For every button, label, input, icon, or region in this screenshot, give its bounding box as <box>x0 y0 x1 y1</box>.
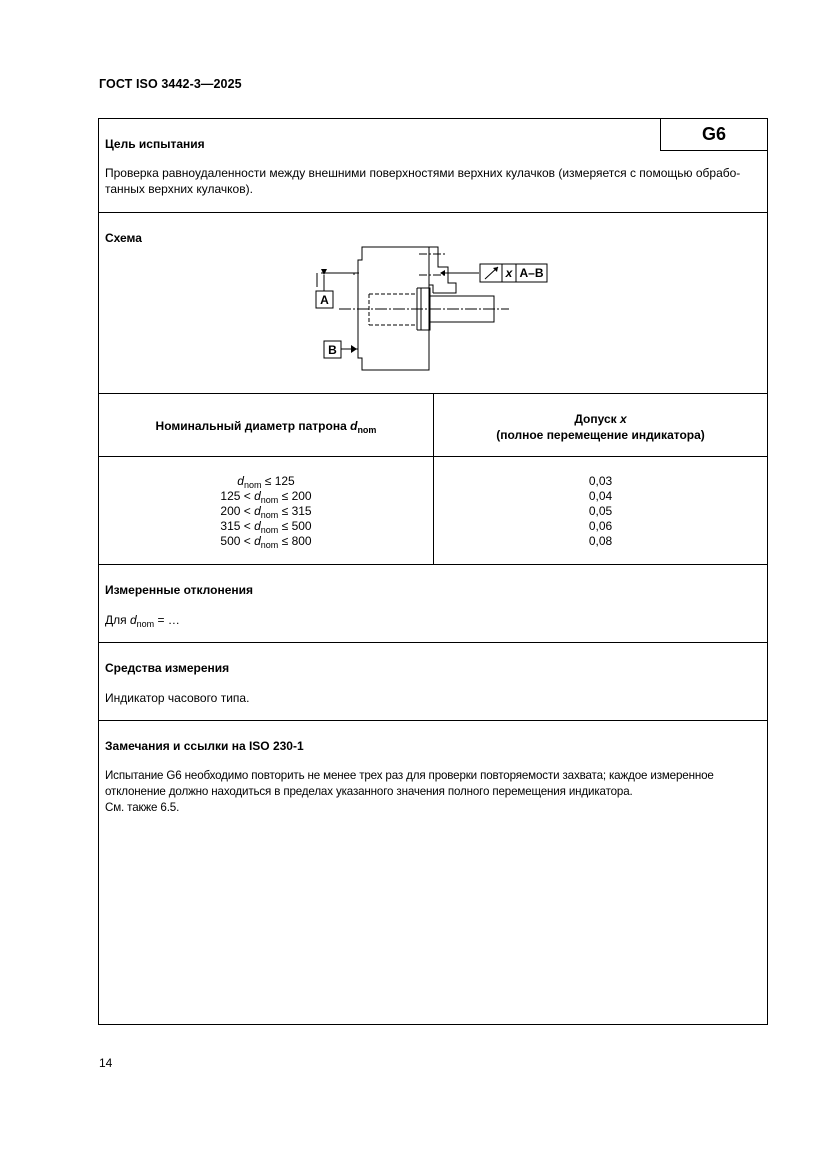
measured-title: Измеренные отклонения <box>105 583 254 597</box>
table-header-divider <box>99 456 767 457</box>
divider <box>99 212 767 213</box>
col1-header: Номинальный диаметр патрона $d_{nom}$ <box>155 419 377 435</box>
tolerance-row: 0,05 <box>588 504 613 518</box>
divider <box>99 564 767 565</box>
divider <box>99 720 767 721</box>
test-code-box: G6 <box>660 118 768 151</box>
tolerance-values <box>434 474 767 549</box>
divider <box>99 642 767 643</box>
document-header: ГОСТ ISO 3442-3—2025 <box>99 77 242 91</box>
scheme-title: Схема <box>105 231 142 245</box>
tolerance-row: 0,08 <box>588 534 613 548</box>
diameter-range-row: $125 < d_{nom} \le 200$ <box>220 489 312 505</box>
scheme-drawing <box>299 237 569 377</box>
tolerance-row: 0,03 <box>588 474 613 488</box>
col2-header: Допуск x (полное перемещение индикатора) <box>496 412 705 442</box>
purpose-text: Проверка равноудаленности между внешними поверхностями верхних кулачков (измеряется с помощью обрабо-танных верхних кулачков). <box>105 166 741 196</box>
remarks-text: Испытание G6 необходимо повторить не менее трех раз для проверки повторяемости захвата; каждое измеренное отклонение должно находиться в пределах указанного значения полного перемещения индикатора. См. также 6.5. <box>105 769 714 814</box>
instruments-text: Индикатор часового типа. <box>105 691 250 705</box>
tolerance-row: 0,04 <box>588 489 613 503</box>
instruments-title: Средства измерения <box>105 661 230 675</box>
datum-a-label: A <box>320 293 329 307</box>
remarks-title: Замечания и ссылки на ISO 230-1 <box>105 739 304 753</box>
datum-b-label: B <box>328 343 337 357</box>
datum-reference: A–B <box>519 266 544 280</box>
diameter-ranges <box>99 474 433 549</box>
diameter-range-row: $200 < d_{nom} \le 315$ <box>220 504 312 520</box>
page-number: 14 <box>99 1056 113 1070</box>
diameter-range-row: $500 < d_{nom} \le 800$ <box>220 534 312 550</box>
diameter-range-row: $d_{nom} \le 125$ <box>237 474 295 490</box>
purpose-title: Цель испытания <box>105 137 205 151</box>
diameter-range-row: $315 < d_{nom} \le 500$ <box>220 519 312 535</box>
test-sheet <box>98 118 768 1025</box>
tolerance-row: 0,06 <box>588 519 613 533</box>
measured-text: Для $d_{nom}$ = … <box>105 613 180 629</box>
tolerance-symbol: x <box>505 266 513 280</box>
